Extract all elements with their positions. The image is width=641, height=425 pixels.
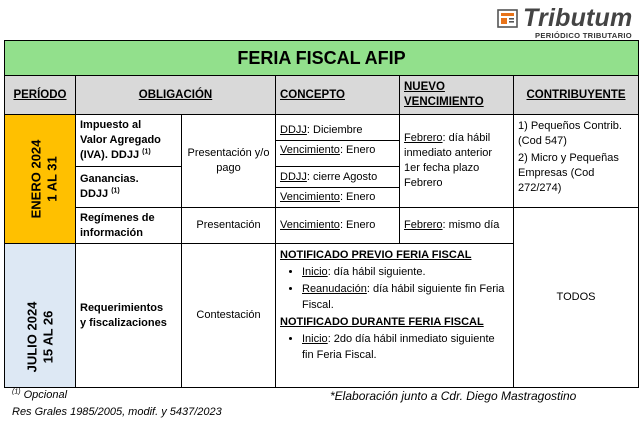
nuevo-vencimiento-regimenes: Febrero: mismo día: [400, 208, 514, 244]
header-concepto: CONCEPTO: [276, 76, 400, 115]
obligacion-regimenes: Regímenes de información: [76, 208, 182, 244]
obligacion-iva: Impuesto al Valor Agregado (IVA). DDJJ $^{(1)}$: [76, 115, 182, 167]
list-item: • Inicio: día hábil siguiente.: [302, 264, 509, 280]
accion-presentacion: Presentación: [182, 208, 276, 244]
contribuyente-pequenos: 1) Pequeños Contrib. (Cod 547) 2) Micro y Pequeñas Empresas (Cod 272/274): [514, 115, 639, 208]
list-durante: [280, 331, 509, 363]
concepto-regimenes: Vencimiento: Enero: [276, 208, 400, 244]
section-durante: NOTIFICADO DURANTE FERIA FISCAL: [280, 316, 484, 328]
accion-contestacion: Contestación: [182, 244, 276, 388]
period-enero: ENERO 2024 1 AL 31: [5, 115, 76, 244]
table-title: FERIA FISCAL AFIP: [5, 41, 639, 76]
header-nuevo-vencimiento: NUEVO VENCIMIENTO: [400, 76, 514, 115]
header-obligacion: OBLIGACIÓN: [76, 76, 276, 115]
list-previo: [280, 264, 509, 313]
list-item: • Reanudación: día hábil siguiente fin Feria Fiscal.: [302, 281, 509, 313]
concepto-requerimientos: [276, 244, 514, 388]
header-periodo: PERÍODO: [5, 76, 76, 115]
footnote-elaboracion: *Elaboración junto a Cdr. Diego Mastragostino: [330, 389, 577, 403]
footnote-opcional: $^{(1)}$ Opcional: [12, 388, 68, 401]
concepto-ganancias: DDJJ: cierre Agosto Vencimiento: Enero: [276, 167, 400, 208]
contribuyente-todos: TODOS: [514, 208, 639, 388]
period-julio: JULIO 2024 15 AL 26: [5, 244, 76, 388]
accion-presentacion-pago: Presentación y/o pago: [182, 115, 276, 208]
nuevo-vencimiento-feb: Febrero: día hábil inmediato anterior 1er fecha plazo Febrero: [400, 115, 514, 208]
header-contribuyente: CONTRIBUYENTE: [514, 76, 639, 115]
section-previo: NOTIFICADO PREVIO FERIA FISCAL: [280, 249, 472, 261]
footnote-resoluciones: Res Grales 1985/2005, modif. y 5437/2023: [12, 406, 222, 418]
logo-wordmark: Tributum: [523, 4, 633, 32]
newspaper-icon: [497, 8, 519, 30]
feria-fiscal-table: [4, 40, 639, 388]
logo-subtitle: PERIÓDICO TRIBUTARIO: [535, 31, 632, 40]
tributum-logo: [497, 4, 639, 42]
concepto-iva: DDJJ: Diciembre Vencimiento: Enero: [276, 115, 400, 167]
list-item: • Inicio: 2do día hábil inmediato siguiente fin Feria Fiscal.: [302, 331, 509, 363]
obligacion-requerimientos: Requerimientos y fiscalizaciones: [76, 244, 182, 388]
obligacion-ganancias: Ganancias. DDJJ $^{(1)}$: [76, 167, 182, 208]
